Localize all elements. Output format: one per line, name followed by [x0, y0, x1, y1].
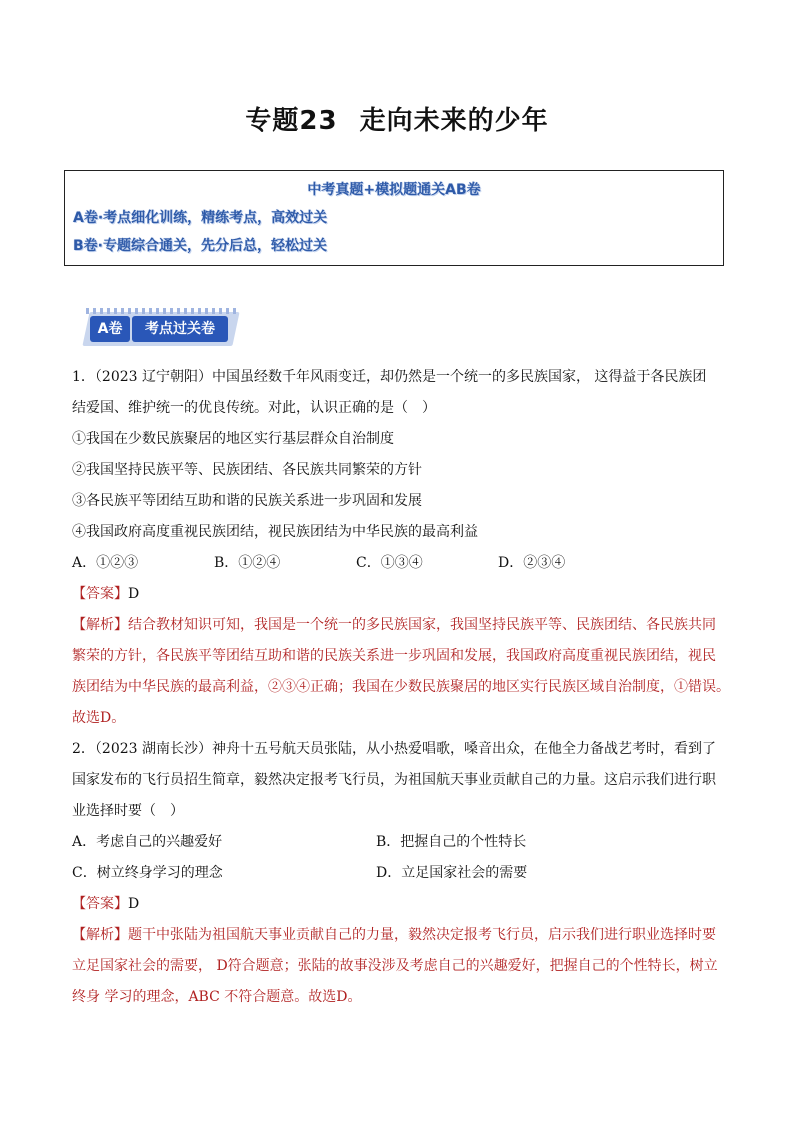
q2-answer-value: D: [128, 896, 140, 912]
q2-analysis-line1: [72, 920, 732, 951]
q2-analysis-tag: 【解析】: [72, 927, 128, 943]
intro-heading: 中考真题+模拟题通关AB卷: [307, 182, 481, 198]
intro-line-a: A卷·考点细化训练，精练考点，高效过关: [73, 210, 328, 226]
q1-analysis-line1: [72, 610, 732, 641]
q2-answer-tag: 【答案】: [72, 896, 128, 912]
q2-stem-line2: 国家发布的飞行员招生简章，毅然决定报考飞行员，为祖国航天事业贡献自己的力量。这启示我们进行职: [72, 772, 716, 788]
q2-option-c: C．树立终身学习的理念: [72, 865, 223, 881]
q1-analysis-text1: 结合教材知识可知，我国是一个统一的多民族国家，我国坚持民族平等、民族团结、各民族共同: [128, 617, 716, 633]
q2-options-row2: [72, 858, 732, 889]
q1-options: [72, 548, 732, 579]
banner-tag: A卷: [90, 316, 130, 342]
q1-analysis-line3: 族团结为中华民族的最高利益，②③④正确；我国在少数民族聚居的地区实行民族区域自治制度，①错误。: [72, 679, 730, 695]
intro-box: [64, 170, 724, 266]
banner-dots: [86, 308, 236, 314]
q1-statement-4: ④我国政府高度重视民族团结，视民族团结为中华民族的最高利益: [72, 524, 478, 540]
q2-analysis-line2: 立足国家社会的需要， D符合题意；张陆的故事没涉及考虑自己的兴趣爱好，把握自己的个性特长，树立: [72, 958, 718, 974]
q2-option-b: B．把握自己的个性特长: [376, 834, 527, 850]
q1-statement-2: ②我国坚持民族平等、民族团结、各民族共同繁荣的方针: [72, 462, 422, 478]
q1-statement-1: ①我国在少数民族聚居的地区实行基层群众自治制度: [72, 431, 394, 447]
q1-option-c: C．①③④: [356, 555, 423, 571]
q1-option-b: B．①②④: [214, 555, 281, 571]
question-list: [72, 362, 732, 1013]
banner-label: 考点过关卷: [132, 316, 228, 342]
q1-stem-line2: 结爱国、维护统一的优良传统。对此，认识正确的是（ ）: [72, 400, 436, 416]
q1-stem-line1: 1．（2023 辽宁朝阳）中国虽经数千年风雨变迁，却仍然是一个统一的多民族国家， 这得益于各民族团: [72, 369, 707, 385]
q2-analysis-line3: 终身 学习的理念，ABC 不符合题意。故选D。: [72, 989, 362, 1005]
q2-option-d: D．立足国家社会的需要: [376, 865, 528, 881]
section-banner: [86, 312, 236, 346]
q1-option-a: A．①②③: [72, 555, 139, 571]
q1-analysis-line2: 繁荣的方针，各民族平等团结互助和谐的民族关系进一步巩固和发展，我国政府高度重视民族团结，视民: [72, 648, 716, 664]
q2-analysis-text1: 题干中张陆为祖国航天事业贡献自己的力量，毅然决定报考飞行员，启示我们进行职业选择时要: [128, 927, 716, 943]
page-title: [0, 100, 794, 137]
q1-analysis-line4: 故选D。: [72, 710, 126, 726]
title-name: 走向未来的少年: [359, 106, 549, 136]
q1-statement-3: ③各民族平等团结互助和谐的民族关系进一步巩固和发展: [72, 493, 422, 509]
q2-options-row1: [72, 827, 732, 858]
intro-line-b: B卷·专题综合通关，先分后总，轻松过关: [73, 238, 327, 254]
q1-option-d: D．②③④: [498, 555, 566, 571]
q2-answer: [72, 889, 732, 920]
q1-answer: [72, 579, 732, 610]
q1-answer-value: D: [128, 586, 140, 602]
q2-stem-line1: 2．（2023 湖南长沙）神舟十五号航天员张陆，从小热爱唱歌，嗓音出众，在他全力备战艺考时，看到了: [72, 741, 716, 757]
q2-option-a: A．考虑自己的兴趣爱好: [72, 834, 223, 850]
title-prefix: 专题23: [245, 106, 338, 136]
q1-analysis-tag: 【解析】: [72, 617, 128, 633]
q2-stem-line3: 业选择时要（ ）: [72, 803, 184, 819]
q1-answer-tag: 【答案】: [72, 586, 128, 602]
